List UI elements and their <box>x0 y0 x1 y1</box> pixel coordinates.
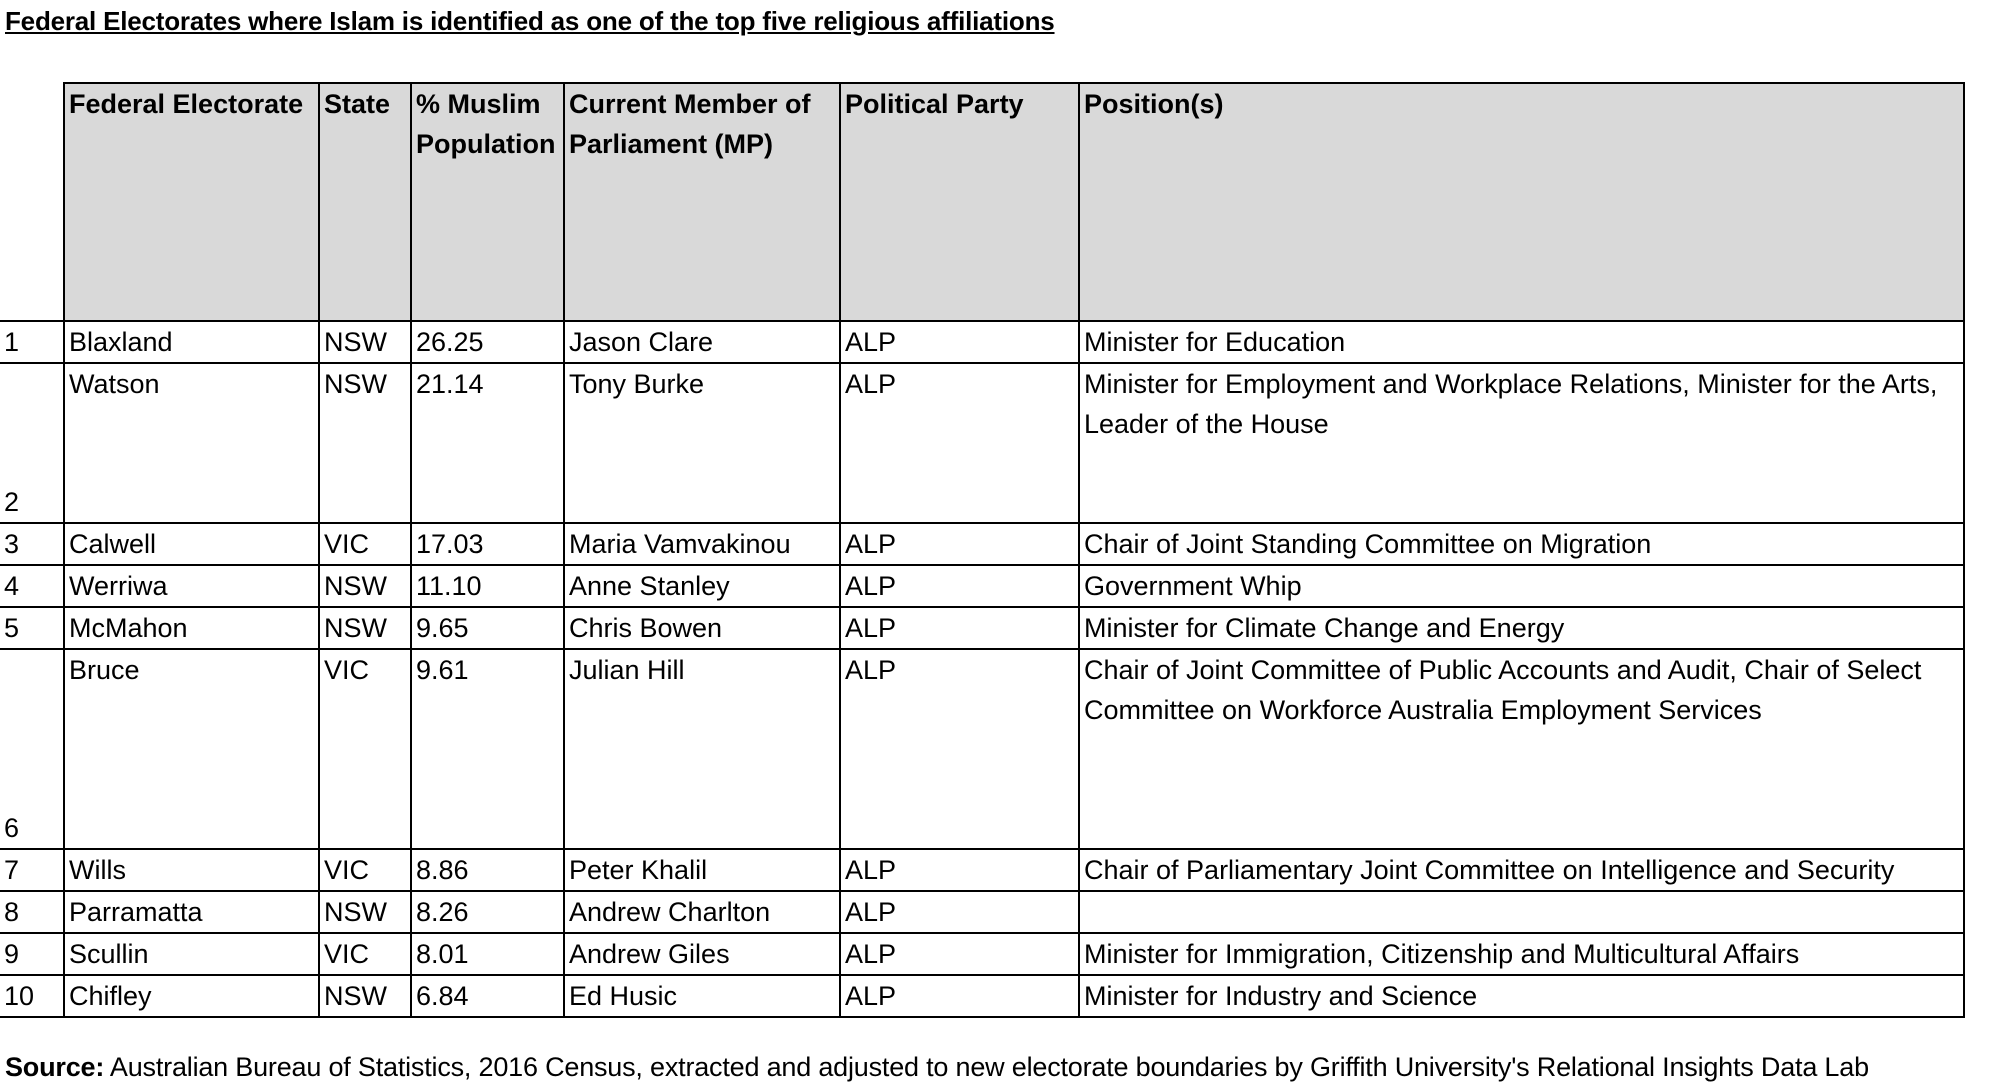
electorates-table <box>0 82 1965 1018</box>
cell-state: VIC <box>319 933 411 975</box>
row-number: 2 <box>0 363 64 523</box>
table-row <box>0 321 1964 363</box>
cell-state: VIC <box>319 849 411 891</box>
row-number: 5 <box>0 607 64 649</box>
cell-party: ALP <box>840 523 1079 565</box>
cell-mp: Peter Khalil <box>564 849 840 891</box>
cell-muslim-pct: 11.10 <box>411 565 564 607</box>
cell-positions: Chair of Parliamentary Joint Committee on Intelligence and Security <box>1079 849 1964 891</box>
table-row <box>0 975 1964 1017</box>
table-row <box>0 849 1964 891</box>
cell-party: ALP <box>840 565 1079 607</box>
cell-state: VIC <box>319 523 411 565</box>
table-row <box>0 363 1964 523</box>
cell-mp: Andrew Charlton <box>564 891 840 933</box>
cell-muslim-pct: 8.01 <box>411 933 564 975</box>
cell-electorate: Scullin <box>64 933 319 975</box>
cell-electorate: Blaxland <box>64 321 319 363</box>
header-mp: Current Member of Parliament (MP) <box>564 83 840 321</box>
cell-state: NSW <box>319 565 411 607</box>
cell-mp: Ed Husic <box>564 975 840 1017</box>
table-row <box>0 649 1964 849</box>
cell-muslim-pct: 9.65 <box>411 607 564 649</box>
cell-positions: Chair of Joint Standing Committee on Migration <box>1079 523 1964 565</box>
cell-party: ALP <box>840 649 1079 849</box>
cell-state: NSW <box>319 607 411 649</box>
cell-party: ALP <box>840 607 1079 649</box>
cell-muslim-pct: 26.25 <box>411 321 564 363</box>
row-number: 7 <box>0 849 64 891</box>
cell-state: NSW <box>319 321 411 363</box>
header-positions: Position(s) <box>1079 83 1964 321</box>
cell-state: NSW <box>319 975 411 1017</box>
header-corner <box>0 83 64 321</box>
table-row <box>0 891 1964 933</box>
header-electorate: Federal Electorate <box>64 83 319 321</box>
cell-mp: Anne Stanley <box>564 565 840 607</box>
table-row <box>0 565 1964 607</box>
cell-positions: Minister for Education <box>1079 321 1964 363</box>
table-header-row <box>0 83 1964 321</box>
header-state: State <box>319 83 411 321</box>
cell-positions: Government Whip <box>1079 565 1964 607</box>
cell-electorate: Wills <box>64 849 319 891</box>
cell-electorate: Watson <box>64 363 319 523</box>
cell-positions <box>1079 891 1964 933</box>
cell-mp: Andrew Giles <box>564 933 840 975</box>
row-number: 8 <box>0 891 64 933</box>
cell-party: ALP <box>840 321 1079 363</box>
row-number: 3 <box>0 523 64 565</box>
table-row <box>0 607 1964 649</box>
cell-positions: Minister for Industry and Science <box>1079 975 1964 1017</box>
cell-muslim-pct: 8.26 <box>411 891 564 933</box>
cell-muslim-pct: 17.03 <box>411 523 564 565</box>
source-label: Source: <box>5 1052 105 1082</box>
page-title: Federal Electorates where Islam is identified as one of the top five religious affiliations <box>5 6 1055 36</box>
cell-mp: Tony Burke <box>564 363 840 523</box>
source-text: Australian Bureau of Statistics, 2016 Census, extracted and adjusted to new electorate boundaries by Griffith University's Relational Insights Data Lab <box>104 1052 1869 1082</box>
row-number: 6 <box>0 649 64 849</box>
source-note <box>5 1052 1869 1083</box>
cell-electorate: Parramatta <box>64 891 319 933</box>
cell-mp: Maria Vamvakinou <box>564 523 840 565</box>
cell-muslim-pct: 8.86 <box>411 849 564 891</box>
row-number: 1 <box>0 321 64 363</box>
cell-state: VIC <box>319 649 411 849</box>
header-muslim-pct: % Muslim Population <box>411 83 564 321</box>
cell-electorate: Calwell <box>64 523 319 565</box>
cell-party: ALP <box>840 849 1079 891</box>
header-party: Political Party <box>840 83 1079 321</box>
cell-electorate: Chifley <box>64 975 319 1017</box>
cell-mp: Julian Hill <box>564 649 840 849</box>
row-number: 9 <box>0 933 64 975</box>
row-number: 4 <box>0 565 64 607</box>
cell-party: ALP <box>840 891 1079 933</box>
cell-muslim-pct: 21.14 <box>411 363 564 523</box>
row-number: 10 <box>0 975 64 1017</box>
cell-party: ALP <box>840 933 1079 975</box>
cell-mp: Chris Bowen <box>564 607 840 649</box>
cell-muslim-pct: 9.61 <box>411 649 564 849</box>
cell-state: NSW <box>319 363 411 523</box>
table-row <box>0 523 1964 565</box>
cell-electorate: Werriwa <box>64 565 319 607</box>
cell-positions: Chair of Joint Committee of Public Accounts and Audit, Chair of Select Committee on Workforce Australia Employment Services <box>1079 649 1964 849</box>
cell-positions: Minister for Employment and Workplace Relations, Minister for the Arts, Leader of the House <box>1079 363 1964 523</box>
cell-positions: Minister for Climate Change and Energy <box>1079 607 1964 649</box>
cell-positions: Minister for Immigration, Citizenship and Multicultural Affairs <box>1079 933 1964 975</box>
cell-electorate: Bruce <box>64 649 319 849</box>
cell-party: ALP <box>840 363 1079 523</box>
cell-electorate: McMahon <box>64 607 319 649</box>
cell-party: ALP <box>840 975 1079 1017</box>
cell-state: NSW <box>319 891 411 933</box>
cell-muslim-pct: 6.84 <box>411 975 564 1017</box>
table-row <box>0 933 1964 975</box>
cell-mp: Jason Clare <box>564 321 840 363</box>
